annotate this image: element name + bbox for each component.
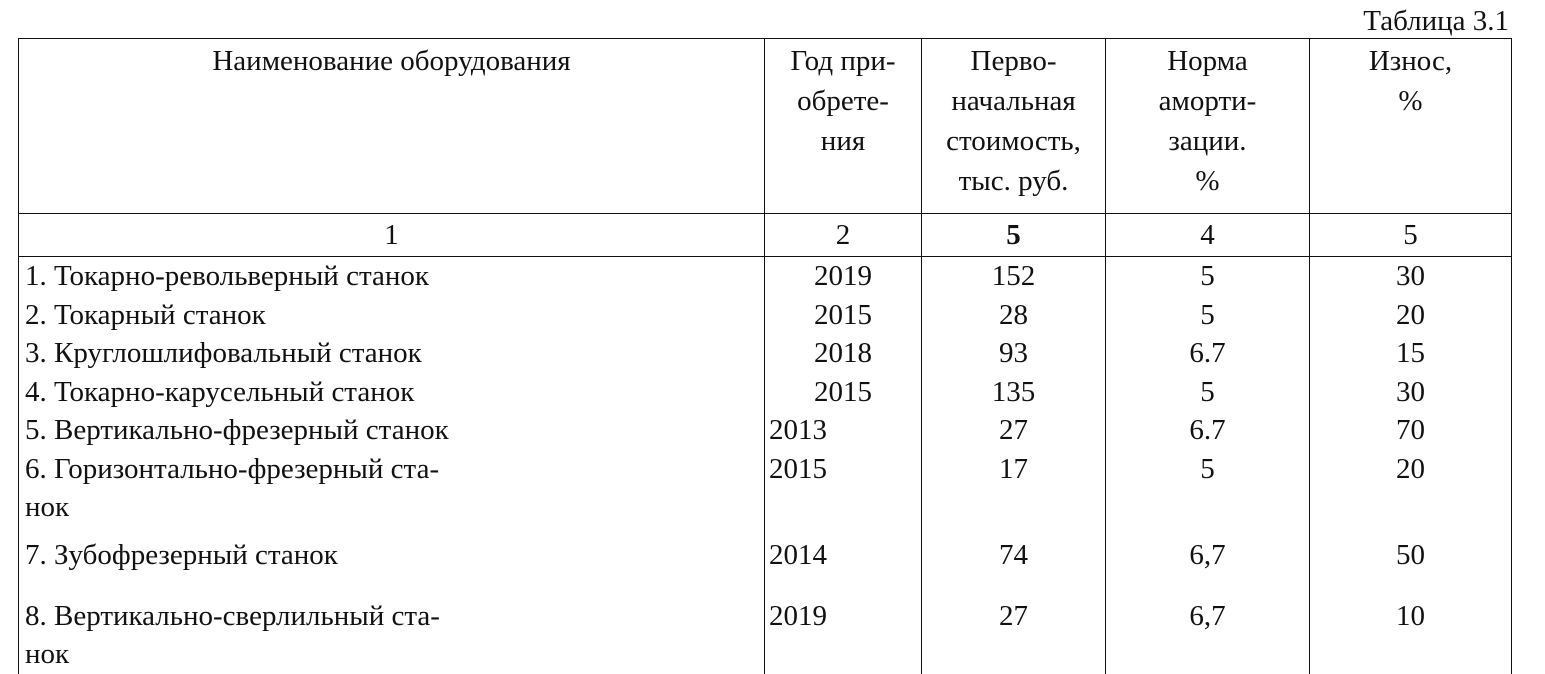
equipment-name (19, 411, 765, 450)
header-name (19, 39, 765, 214)
equipment-name (19, 257, 765, 296)
initial-cost: 27 (922, 597, 1106, 674)
equipment-name (19, 536, 765, 597)
wear-percent: 10 (1310, 597, 1512, 674)
depreciation-rate: 5 (1106, 373, 1310, 412)
header-line: % (1195, 165, 1220, 197)
header-row (19, 39, 1512, 214)
header-line: ния (820, 125, 866, 157)
header-line: Год при- (790, 45, 896, 77)
equipment-name-line: нок (25, 638, 70, 670)
header-rate (1106, 39, 1310, 214)
equipment-name-line: нок (25, 491, 70, 523)
equipment-name-line: 1. Токарно-револьверный станок (25, 260, 429, 292)
header-line: тыс. руб. (958, 165, 1069, 197)
header-wear (1310, 39, 1512, 214)
initial-cost: 28 (922, 296, 1106, 335)
header-line: зации. (1168, 125, 1247, 157)
acquisition-year: 2013 (765, 411, 922, 450)
table-row (19, 334, 1512, 373)
column-number: 5 (922, 214, 1106, 257)
header-line: начальная (951, 85, 1076, 117)
depreciation-rate: 5 (1106, 257, 1310, 296)
equipment-name-line: 4. Токарно-карусельный станок (25, 375, 415, 408)
equipment-name (19, 373, 765, 412)
header-line: обрете- (797, 85, 889, 117)
header-line: стоимость, (946, 125, 1081, 157)
depreciation-rate: 5 (1106, 296, 1310, 335)
table-row (19, 597, 1512, 674)
wear-percent: 20 (1310, 450, 1512, 536)
header-cost (922, 39, 1106, 214)
wear-percent: 70 (1310, 411, 1512, 450)
header-line: Наименование оборудования (212, 45, 571, 77)
table-row (19, 296, 1512, 335)
table-caption: Таблица 3.1 (1363, 5, 1509, 37)
wear-percent: 30 (1310, 257, 1512, 296)
equipment-name-line: 8. Вертикально-сверлильный ста- (25, 599, 440, 632)
header-line: % (1398, 85, 1423, 117)
column-number: 4 (1106, 214, 1310, 257)
depreciation-rate: 5 (1106, 450, 1310, 536)
column-number: 1 (19, 214, 765, 257)
column-number: 5 (1310, 214, 1512, 257)
equipment-name (19, 450, 765, 536)
header-line: Норма (1167, 45, 1248, 77)
wear-percent: 20 (1310, 296, 1512, 335)
wear-percent: 50 (1310, 536, 1512, 597)
header-line: аморти- (1158, 85, 1257, 117)
equipment-name (19, 334, 765, 373)
equipment-name-line: 6. Горизонтально-фрезерный ста- (25, 452, 440, 485)
table-row (19, 257, 1512, 296)
acquisition-year: 2015 (765, 373, 922, 412)
equipment-name (19, 296, 765, 335)
initial-cost: 27 (922, 411, 1106, 450)
initial-cost: 135 (922, 373, 1106, 412)
column-number: 2 (765, 214, 922, 257)
acquisition-year: 2018 (765, 334, 922, 373)
acquisition-year: 2019 (765, 597, 922, 674)
header-line: Износ, (1368, 45, 1453, 77)
equipment-name-line: 2. Токарный станок (25, 298, 266, 331)
acquisition-year: 2015 (765, 450, 922, 536)
depreciation-rate: 6,7 (1106, 536, 1310, 597)
depreciation-rate: 6.7 (1106, 334, 1310, 373)
table-row (19, 373, 1512, 412)
table-row (19, 536, 1512, 597)
wear-percent: 15 (1310, 334, 1512, 373)
initial-cost: 93 (922, 334, 1106, 373)
wear-percent: 30 (1310, 373, 1512, 412)
initial-cost: 74 (922, 536, 1106, 597)
depreciation-rate: 6.7 (1106, 411, 1310, 450)
equipment-name-line: 5. Вертикально-фрезерный станок (25, 414, 449, 446)
equipment-name (19, 597, 765, 674)
initial-cost: 17 (922, 450, 1106, 536)
column-number-row (19, 214, 1512, 257)
equipment-name-line: 3. Круглошлифовальный станок (25, 337, 422, 369)
acquisition-year: 2014 (765, 536, 922, 597)
header-year (765, 39, 922, 214)
table-row (19, 411, 1512, 450)
acquisition-year: 2015 (765, 296, 922, 335)
depreciation-rate: 6,7 (1106, 597, 1310, 674)
equipment-name-line: 7. Зубофрезерный станок (25, 538, 338, 571)
table-row (19, 450, 1512, 536)
equipment-table (18, 38, 1512, 674)
acquisition-year: 2019 (765, 257, 922, 296)
initial-cost: 152 (922, 257, 1106, 296)
header-line: Перво- (970, 45, 1057, 77)
